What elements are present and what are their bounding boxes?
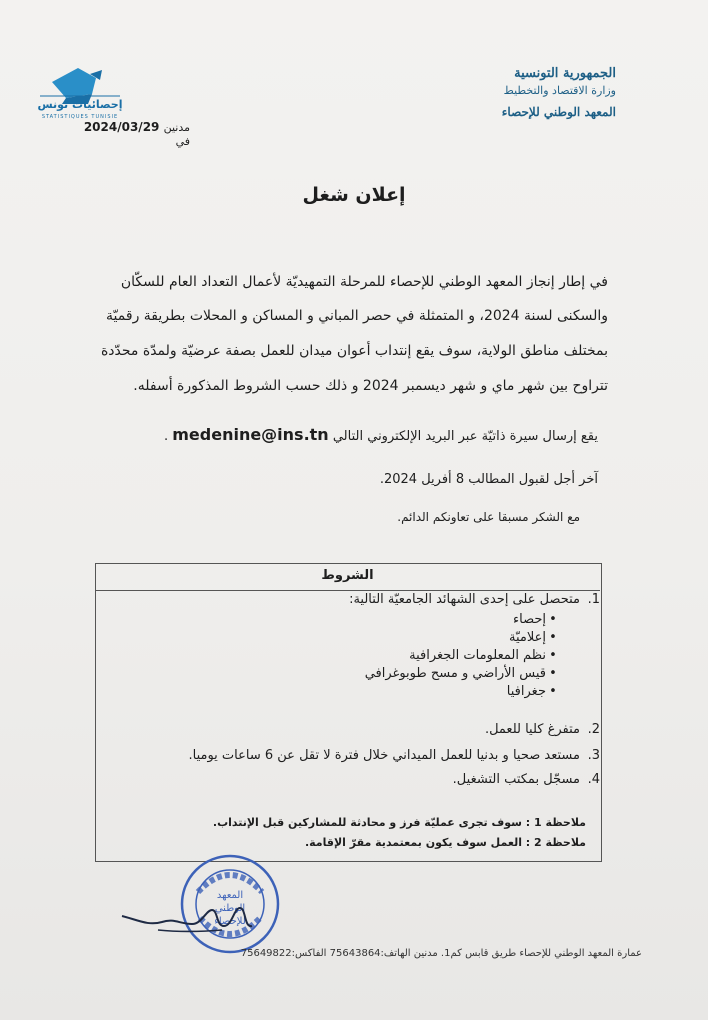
degree-item: •قيس الأراضي و مسح طوبوغرافي xyxy=(364,666,557,681)
condition-text: مستعد صحيا و بدنيا للعمل الميداني خلال فترة لا تقل عن 6 ساعات يوميا. xyxy=(188,748,580,763)
degree-text: جغرافيا xyxy=(506,684,546,699)
condition-number: 2. xyxy=(587,722,600,737)
institute-label: المعهد الوطني للإحصاء xyxy=(501,105,616,119)
condition-number: 4. xyxy=(587,772,600,787)
conditions-divider xyxy=(95,590,600,591)
signature-icon xyxy=(118,896,258,942)
degree-item: •نظم المعلومات الجغرافية xyxy=(409,648,557,663)
page-title: إعلان شغل xyxy=(302,184,406,206)
paragraph-line: والسكنى لسنة 2024، و المتمثلة في حصر المباني و المساكن و المحلات بطريقة رقميّة xyxy=(106,308,608,324)
condition-item xyxy=(140,592,600,607)
email-prefix: يقع إرسال سيرة ذاتيّة عبر البريد الإلكتروني التالي xyxy=(332,429,598,444)
email-suffix: . xyxy=(163,429,169,444)
paragraph-line: بمختلف مناطق الولاية، سوف يقع إنتداب أعوان ميدان للعمل بصفة عرضيّة ولمدّة محدّدة xyxy=(100,343,608,359)
degree-item: •إعلاميّة xyxy=(509,630,557,645)
email-line xyxy=(38,425,598,444)
email-link[interactable]: medenine@ins.tn xyxy=(172,425,329,444)
republic-label: الجمهورية التونسية xyxy=(514,66,616,81)
degree-text: نظم المعلومات الجغرافية xyxy=(409,648,546,663)
paragraph-line: في إطار إنجاز المعهد الوطني للإحصاء للمرحلة التمهيديّة لأعمال التعداد العام للسكّان xyxy=(120,274,608,290)
logo-arabic-text: إحصائيات تونس xyxy=(37,98,123,111)
thanks-text: مع الشكر مسبقا على تعاونكم الدائم. xyxy=(397,510,580,524)
stamp-line-2: الوطني xyxy=(214,903,246,914)
condition-item xyxy=(140,748,600,763)
stamp-line-3: للإحصاء xyxy=(214,916,246,927)
degree-item: •إحصاء xyxy=(513,612,557,627)
condition-text: متفرغ كليا للعمل. xyxy=(484,722,580,737)
condition-item xyxy=(140,722,600,737)
conditions-title: الشروط xyxy=(321,568,374,583)
letterhead xyxy=(406,66,616,119)
degree-text: قيس الأراضي و مسح طوبوغرافي xyxy=(364,666,546,681)
condition-number: 1. xyxy=(587,592,600,607)
condition-number: 3. xyxy=(587,748,600,763)
date-line xyxy=(68,120,190,148)
note-1: ملاحظة 1 : سوف تجرى عمليّة فرز و محادثة للمشاركين قبل الإنتداب. xyxy=(212,816,586,829)
footer-address: عمارة المعهد الوطني للإحصاء طريق قابس كم1. مدنين الهاتف:75643864 الفاكس:75649822 xyxy=(240,948,642,959)
degree-text: إعلاميّة xyxy=(509,630,546,645)
condition-item xyxy=(140,772,600,787)
condition-text: متحصل على إحدى الشهائد الجامعيّة التالية: xyxy=(349,592,580,607)
paragraph-line: تتراوح بين شهر ماي و شهر ديسمبر 2024 و ذلك حسب الشروط المذكورة أسفله. xyxy=(133,378,608,394)
note-2: ملاحظة 2 : العمل سوف يكون بمعتمدية مقرّ الإقامة. xyxy=(304,836,586,849)
date-value: 2024/03/29 xyxy=(83,120,160,134)
date-place: مدنين في xyxy=(163,121,190,148)
degree-item: •جغرافيا xyxy=(506,684,557,699)
deadline-text: آخر أجل لقبول المطالب 8 أفريل 2024. xyxy=(379,472,598,487)
ministry-label: وزارة الاقتصاد والتخطيط xyxy=(503,84,616,97)
logo-latin-text: STATISTIQUES TUNISIE xyxy=(41,114,119,120)
condition-text: مسجّل بمكتب التشغيل. xyxy=(452,772,580,787)
degree-text: إحصاء xyxy=(513,612,546,627)
stamp-line-1: المعهد xyxy=(216,890,244,901)
